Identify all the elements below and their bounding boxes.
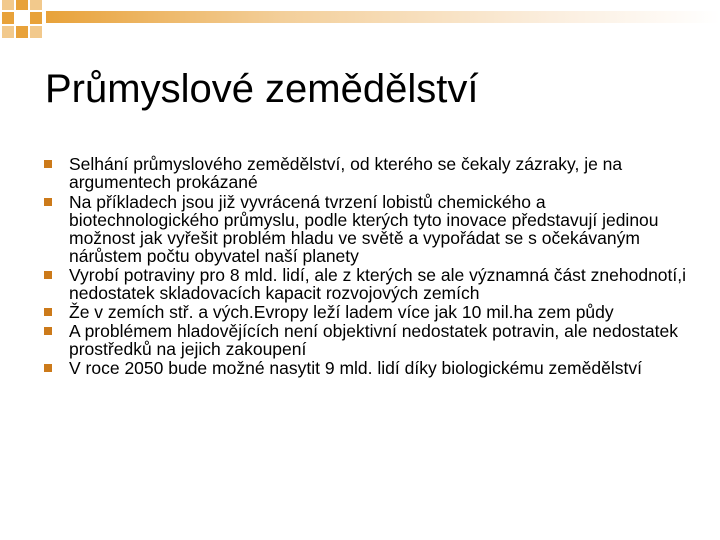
bullet-item xyxy=(44,303,694,321)
corner-square-icon xyxy=(16,0,28,10)
square-bullet-icon xyxy=(44,198,52,206)
bullet-text: Selhání průmyslového zemědělství, od kterého se čekaly zázraky, je na argumentech prokázané xyxy=(69,154,623,192)
bullet-item xyxy=(44,266,694,302)
corner-square-icon xyxy=(30,12,42,24)
square-bullet-icon xyxy=(44,271,52,279)
bullet-item xyxy=(44,193,694,265)
corner-square-icon xyxy=(2,0,14,10)
square-bullet-icon xyxy=(44,327,52,335)
header-gradient-bar xyxy=(46,11,720,23)
bullet-item xyxy=(44,155,694,191)
slide-title: Průmyslové zemědělství xyxy=(45,67,479,111)
bullet-list xyxy=(44,155,694,377)
corner-square-icon xyxy=(16,26,28,38)
bullet-text: Na příkladech jsou již vyvrácená tvrzení lobistů chemického a biotechnologického průmyslu, podle kterých tyto inovace představují jedinou možnost jak vyřešit problém hladu ve světě a vypořádat se s očekávaným nárůstem počtu obyvatel naší planety xyxy=(69,192,659,266)
bullet-text: Vyrobí potraviny pro 8 mld. lidí, ale z kterých se ale významná část znehodnotí,i nedostatek skladovacích kapacit rozvojových zemích xyxy=(69,265,687,303)
corner-square-icon xyxy=(30,0,42,10)
bullet-text: Že v zemích stř. a vých.Evropy leží ladem více jak 10 mil.ha zem půdy xyxy=(69,302,614,322)
bullet-text: V roce 2050 bude možné nasytit 9 mld. lidí díky biologickému zemědělství xyxy=(69,358,642,378)
corner-square-icon xyxy=(2,26,14,38)
square-bullet-icon xyxy=(44,160,52,168)
square-bullet-icon xyxy=(44,308,52,316)
bullet-item xyxy=(44,359,694,377)
header-decoration xyxy=(0,0,720,48)
bullet-item xyxy=(44,322,694,358)
square-bullet-icon xyxy=(44,364,52,372)
bullet-text: A problémem hladovějících není objektivní nedostatek potravin, ale nedostatek prostředků na jejich zakoupení xyxy=(69,321,678,359)
corner-square-icon xyxy=(2,12,14,24)
corner-square-icon xyxy=(30,26,42,38)
